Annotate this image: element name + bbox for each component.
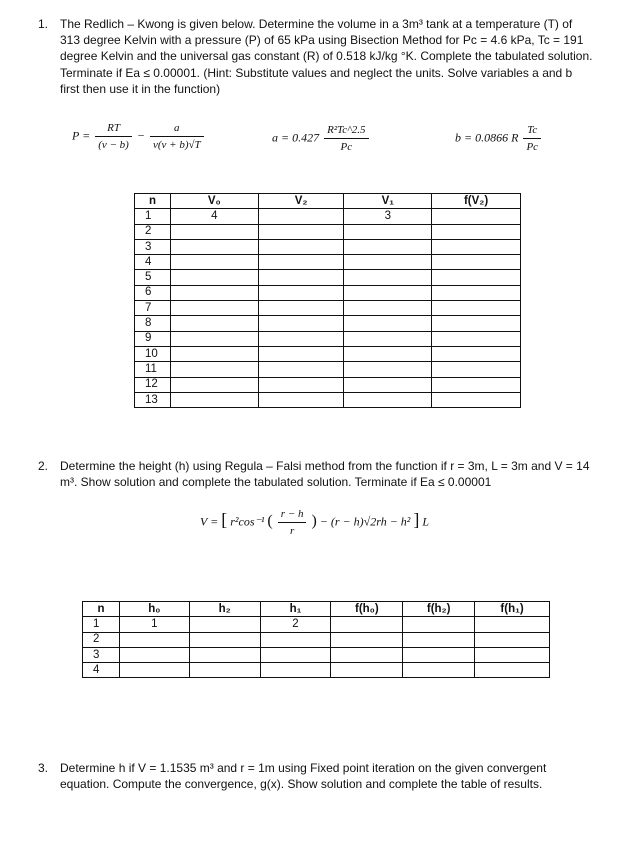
bisection-table-cell <box>432 224 521 239</box>
eq-p-den1: (v − b) <box>95 136 132 151</box>
eq-p-lhs: P = <box>72 128 91 143</box>
bisection-table-row <box>135 224 521 239</box>
bisection-table-cell: 4 <box>135 255 171 270</box>
bisection-table-cell <box>258 392 344 407</box>
bisection-table-cell <box>432 346 521 361</box>
equation-b <box>455 124 543 153</box>
eq-b-fraction <box>523 124 541 153</box>
bisection-table-cell <box>258 285 344 300</box>
question-1 <box>38 16 594 97</box>
regula-falsi-table-cell <box>260 663 331 678</box>
regula-falsi-table-header-cell: n <box>83 602 120 617</box>
bisection-table-row <box>135 285 521 300</box>
bisection-table-cell <box>258 239 344 254</box>
bisection-table-cell: 2 <box>135 224 171 239</box>
bisection-table-cell <box>258 301 344 316</box>
bisection-table-cell <box>432 362 521 377</box>
bisection-table-cell: 4 <box>170 209 258 224</box>
regula-falsi-table-row <box>83 663 550 678</box>
question-1-text: The Redlich – Kwong is given below. Determine the volume in a 3m³ tank at a temperature (T) of 313 degree Kelvin with a pressure (P) of 65 kPa using Bisection Method for Pc = 4.6 kPa, Tc = 191 degree Kelvin and the universal gas constant (R) of 0.518 kJ/kg °K. Complete the tabulated solution. Terminate if Ea ≤ 0.00001. (Hint: Substitute values and neglect the units. Solve variables a and b first then use it in the function) <box>60 17 593 96</box>
bisection-table-cell <box>344 255 432 270</box>
bisection-table-header <box>135 194 521 209</box>
eq-a-fraction <box>324 124 368 153</box>
eq-v-open-paren: ( <box>267 512 273 530</box>
regula-falsi-table-cell <box>403 632 475 647</box>
regula-falsi-table-header-cell: f(h₁) <box>475 602 550 617</box>
eq-v-close-bracket: ] <box>413 509 420 530</box>
eq-a-den: Pc <box>324 138 368 153</box>
bisection-table-row <box>135 377 521 392</box>
bisection-table-cell <box>170 301 258 316</box>
regula-falsi-table-cell <box>475 617 550 632</box>
regula-falsi-table-header-cell: f(h₀) <box>331 602 403 617</box>
bisection-table-cell <box>344 377 432 392</box>
regula-falsi-table-row <box>83 617 550 632</box>
regula-falsi-table-row <box>83 632 550 647</box>
regula-falsi-table-cell <box>119 663 189 678</box>
bisection-table-row <box>135 209 521 224</box>
regula-falsi-table-cell <box>475 647 550 662</box>
bisection-table-cell <box>344 285 432 300</box>
bisection-table-cell <box>170 377 258 392</box>
regula-falsi-table-cell <box>403 647 475 662</box>
bisection-table-row <box>135 270 521 285</box>
bisection-table-header-cell: V₀ <box>170 194 258 209</box>
eq-v-num: r − h <box>280 508 304 520</box>
bisection-table-cell <box>432 285 521 300</box>
bisection-table-cell: 8 <box>135 316 171 331</box>
eq-v-den: r <box>278 522 307 537</box>
eq-b-den: Pc <box>523 138 541 153</box>
regula-falsi-table-cell <box>331 647 403 662</box>
bisection-table-cell: 7 <box>135 301 171 316</box>
bisection-table <box>134 193 521 408</box>
bisection-table-cell <box>344 224 432 239</box>
regula-falsi-table <box>82 601 550 678</box>
eq-b-num: Tc <box>527 124 538 136</box>
eq-p-fraction-1 <box>95 122 132 151</box>
regula-falsi-table-cell <box>260 647 331 662</box>
eq-p-num2: a <box>174 122 180 134</box>
eq-a-lhs: a = 0.427 <box>272 130 320 145</box>
regula-falsi-table-header-cell: h₁ <box>260 602 331 617</box>
regula-falsi-table-cell: 4 <box>83 663 120 678</box>
bisection-table-row <box>135 239 521 254</box>
regula-falsi-table-header-cell: f(h₂) <box>403 602 475 617</box>
regula-falsi-table-cell <box>119 647 189 662</box>
question-2-number: 2. <box>38 459 49 473</box>
bisection-table-row <box>135 316 521 331</box>
regula-falsi-table-header-cell: h₂ <box>189 602 260 617</box>
equation-a <box>272 124 371 153</box>
bisection-table-cell <box>344 362 432 377</box>
bisection-table-cell: 5 <box>135 270 171 285</box>
bisection-table-cell <box>432 209 521 224</box>
bisection-table-cell <box>432 255 521 270</box>
bisection-table-cell <box>170 270 258 285</box>
regula-falsi-table-body <box>83 617 550 678</box>
bisection-table-cell <box>258 346 344 361</box>
regula-falsi-table-cell: 2 <box>260 617 331 632</box>
question-2 <box>38 458 594 490</box>
bisection-table-cell <box>170 239 258 254</box>
bisection-table-cell <box>432 270 521 285</box>
regula-falsi-table-cell <box>403 617 475 632</box>
bisection-table-cell <box>344 301 432 316</box>
regula-falsi-table-cell <box>331 617 403 632</box>
bisection-table-cell <box>258 209 344 224</box>
bisection-table-cell <box>344 239 432 254</box>
bisection-table-header-cell: f(V₂) <box>432 194 521 209</box>
regula-falsi-table-cell <box>331 632 403 647</box>
regula-falsi-table-cell <box>475 632 550 647</box>
bisection-table-cell: 12 <box>135 377 171 392</box>
bisection-table-cell <box>344 331 432 346</box>
bisection-table-body <box>135 209 521 408</box>
eq-p-minus: − <box>136 128 145 143</box>
regula-falsi-table-header-cell: h₀ <box>119 602 189 617</box>
bisection-table-cell <box>432 316 521 331</box>
bisection-table-row <box>135 362 521 377</box>
question-1-number: 1. <box>38 17 49 31</box>
bisection-table-cell <box>170 331 258 346</box>
bisection-table-cell <box>432 392 521 407</box>
question-2-text: Determine the height (h) using Regula – Falsi method from the function if r = 3m, L = 3m and V = 14 m³. Show solution and complete the tabulated solution. Terminate if Ea ≤ 0.00001 <box>60 459 590 490</box>
regula-falsi-table-header <box>83 602 550 617</box>
bisection-table-cell <box>344 270 432 285</box>
eq-v-fraction <box>278 508 307 537</box>
regula-falsi-table-cell <box>189 647 260 662</box>
eq-p-num1: RT <box>107 122 120 134</box>
bisection-table-cell: 3 <box>135 239 171 254</box>
regula-falsi-table-cell <box>119 632 189 647</box>
regula-falsi-table-cell: 1 <box>119 617 189 632</box>
eq-v-close-paren: ) <box>311 512 317 530</box>
bisection-table-cell <box>258 255 344 270</box>
bisection-table-header-cell: V₁ <box>344 194 432 209</box>
equation-p <box>72 122 206 151</box>
eq-p-den2: v(v + b)√T <box>150 136 204 151</box>
bisection-table-cell <box>258 377 344 392</box>
bisection-table-row <box>135 301 521 316</box>
bisection-table-cell <box>432 301 521 316</box>
bisection-table-cell <box>344 316 432 331</box>
bisection-table-cell <box>170 224 258 239</box>
question-3 <box>38 760 594 792</box>
bisection-table-cell: 3 <box>344 209 432 224</box>
eq-v-r2cos: r²cos⁻¹ <box>230 514 265 529</box>
regula-falsi-table-cell <box>189 663 260 678</box>
bisection-table-cell <box>258 362 344 377</box>
bisection-table-cell <box>432 377 521 392</box>
eq-v-lhs: V = <box>200 514 219 529</box>
bisection-table-cell <box>344 346 432 361</box>
question-3-text: Determine h if V = 1.1535 m³ and r = 1m using Fixed point iteration on the given convergent equation. Compute the convergence, g(x). Show solution and complete the table of results. <box>60 761 547 792</box>
regula-falsi-table-cell: 2 <box>83 632 120 647</box>
eq-a-num: R²Tc^2.5 <box>327 124 366 136</box>
bisection-table-row <box>135 346 521 361</box>
bisection-table-cell: 6 <box>135 285 171 300</box>
bisection-table-cell <box>432 331 521 346</box>
regula-falsi-table-row <box>83 647 550 662</box>
bisection-table-cell <box>170 392 258 407</box>
bisection-table-row <box>135 392 521 407</box>
bisection-table-cell: 11 <box>135 362 171 377</box>
bisection-table-header-cell: n <box>135 194 171 209</box>
regula-falsi-table-cell <box>189 632 260 647</box>
bisection-table-cell <box>344 392 432 407</box>
bisection-table-cell <box>258 316 344 331</box>
bisection-table-cell <box>170 255 258 270</box>
regula-falsi-table-cell <box>189 617 260 632</box>
regula-falsi-table-cell <box>475 663 550 678</box>
bisection-table-cell <box>432 239 521 254</box>
bisection-table-cell <box>258 270 344 285</box>
bisection-table-cell: 9 <box>135 331 171 346</box>
regula-falsi-table-cell: 1 <box>83 617 120 632</box>
bisection-table-cell <box>170 285 258 300</box>
bisection-table-cell: 13 <box>135 392 171 407</box>
eq-b-lhs: b = 0.0866 R <box>455 130 519 145</box>
bisection-table-row <box>135 255 521 270</box>
eq-p-fraction-2 <box>150 122 204 151</box>
equation-v <box>200 508 429 537</box>
bisection-table-cell <box>258 331 344 346</box>
bisection-table-cell <box>170 346 258 361</box>
bisection-table-cell: 1 <box>135 209 171 224</box>
question-3-number: 3. <box>38 761 49 775</box>
bisection-table-header-cell: V₂ <box>258 194 344 209</box>
eq-v-L: L <box>422 514 430 529</box>
regula-falsi-table-cell <box>403 663 475 678</box>
regula-falsi-table-cell <box>331 663 403 678</box>
bisection-table-cell: 10 <box>135 346 171 361</box>
bisection-table-cell <box>170 316 258 331</box>
eq-v-open-bracket: [ <box>221 509 228 530</box>
regula-falsi-table-cell <box>260 632 331 647</box>
bisection-table-row <box>135 331 521 346</box>
bisection-table-cell <box>170 362 258 377</box>
bisection-table-cell <box>258 224 344 239</box>
eq-v-rest: − (r − h)√2rh − h² <box>319 514 411 529</box>
regula-falsi-table-cell: 3 <box>83 647 120 662</box>
